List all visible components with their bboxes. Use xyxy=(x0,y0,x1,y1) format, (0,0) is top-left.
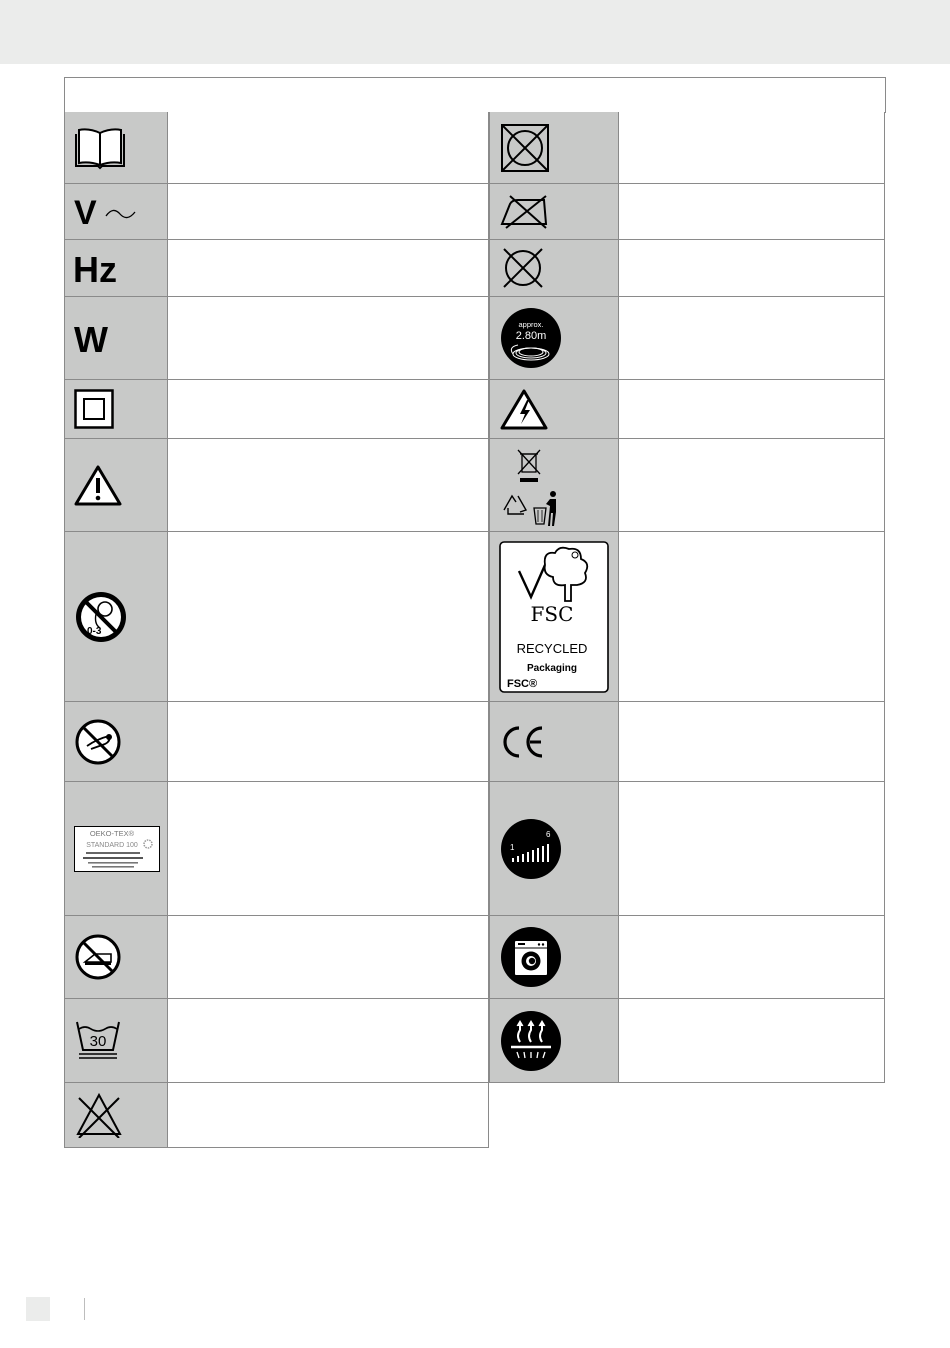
fsc-brand: FSC xyxy=(530,601,574,626)
icon-cell-cable-length xyxy=(489,297,619,380)
desc-cell-heating xyxy=(619,999,885,1083)
icon-cell-recycling xyxy=(489,439,619,532)
desc-cell-wash-30 xyxy=(168,999,489,1083)
desc-cell-electric xyxy=(619,380,885,439)
footer-divider xyxy=(84,1298,85,1320)
wash-temperature: 30 xyxy=(89,1032,107,1050)
desc-cell-hertz xyxy=(168,240,489,297)
icon-cell-children xyxy=(64,532,168,702)
icon-cell-hertz xyxy=(64,240,168,297)
desc-cell-watt xyxy=(168,297,489,380)
oeko-tex-label-icon xyxy=(74,826,160,872)
icon-cell-ce xyxy=(489,702,619,782)
desc-cell-no-folding xyxy=(168,916,489,999)
page-marker-box xyxy=(26,1297,50,1321)
desc-cell-no-tumble-dry xyxy=(619,112,885,184)
heating-icon xyxy=(500,1010,562,1072)
oeko-tex-title: OEKO-TEX® xyxy=(89,828,135,838)
icon-cell-electric xyxy=(489,380,619,439)
do-not-iron-icon xyxy=(500,194,552,230)
hertz-label: Hz xyxy=(73,249,117,288)
icon-cell-fsc xyxy=(489,532,619,702)
desc-cell-volt xyxy=(168,184,489,240)
desc-cell-cable-length xyxy=(619,297,885,380)
heat-levels-icon xyxy=(500,818,562,880)
icon-cell-oeko-tex xyxy=(64,782,168,916)
machine-washable-icon xyxy=(500,926,562,988)
cable-approx-label: approx. xyxy=(518,320,544,329)
desc-cell-children xyxy=(168,532,489,702)
icon-cell-no-tumble-dry xyxy=(489,112,619,184)
watt-label: W xyxy=(74,319,108,358)
no-folding-icon xyxy=(75,934,121,980)
fsc-recycled-label: RECYCLED xyxy=(516,640,588,656)
top-band xyxy=(0,0,950,64)
children-age-label: 0-3 xyxy=(87,625,102,637)
electric-shock-warning-icon xyxy=(500,388,548,430)
cable-length-icon xyxy=(500,307,562,369)
desc-cell-warning xyxy=(168,439,489,532)
cable-length-value: 2.80m xyxy=(515,330,547,342)
heat-level-max: 6 xyxy=(546,829,551,839)
volt-label: V xyxy=(74,193,97,230)
no-safety-pin-icon xyxy=(75,719,121,765)
icon-cell-no-dry-clean xyxy=(489,240,619,297)
fsc-packaging-label: Packaging xyxy=(526,662,578,674)
fsc-footer-label: FSC® xyxy=(507,677,538,690)
desc-cell-ce xyxy=(619,702,885,782)
manual-book-icon xyxy=(74,126,126,170)
desc-cell-class-ii xyxy=(168,380,489,439)
desc-cell-no-iron xyxy=(619,184,885,240)
desc-cell-no-dry-clean xyxy=(619,240,885,297)
icon-cell-heating xyxy=(489,999,619,1083)
not-for-children-0-3-icon xyxy=(74,590,128,644)
tidyman-bin-icon xyxy=(534,491,556,526)
heat-level-min: 1 xyxy=(510,842,515,852)
icon-cell-no-bleach xyxy=(64,1083,168,1148)
protection-class-ii-icon xyxy=(74,389,114,429)
icon-cell-wash-30 xyxy=(64,999,168,1083)
recycling-disposal-icon xyxy=(498,442,564,528)
desc-cell-heat-levels xyxy=(619,782,885,916)
desc-cell-manual xyxy=(168,112,489,184)
fsc-recycled-icon xyxy=(499,541,609,693)
desc-cell-fsc xyxy=(619,532,885,702)
desc-cell-oeko-tex xyxy=(168,782,489,916)
do-not-bleach-icon xyxy=(75,1092,123,1138)
icon-cell-warning xyxy=(64,439,168,532)
icon-cell-machine-wash xyxy=(489,916,619,999)
hertz-icon xyxy=(73,248,133,288)
icon-cell-manual xyxy=(64,112,168,184)
crossed-bin-icon xyxy=(518,450,540,482)
desc-cell-recycling xyxy=(619,439,885,532)
table-header xyxy=(64,77,886,113)
icon-cell-watt xyxy=(64,297,168,380)
volt-ac-icon xyxy=(74,194,146,230)
oeko-tex-standard: STANDARD 100 xyxy=(86,841,138,849)
icon-cell-volt xyxy=(64,184,168,240)
do-not-dry-clean-icon xyxy=(500,246,546,290)
icon-cell-class-ii xyxy=(64,380,168,439)
do-not-tumble-dry-icon xyxy=(500,123,550,173)
warning-triangle-icon xyxy=(74,464,122,506)
icon-cell-no-folding xyxy=(64,916,168,999)
icon-cell-safety-pin xyxy=(64,702,168,782)
desc-cell-machine-wash xyxy=(619,916,885,999)
wash-30-icon xyxy=(75,1020,121,1062)
recycle-arrows-icon xyxy=(504,496,526,514)
watt-icon xyxy=(74,318,124,358)
icon-cell-heat-levels xyxy=(489,782,619,916)
desc-cell-safety-pin xyxy=(168,702,489,782)
icon-cell-no-iron xyxy=(489,184,619,240)
ce-mark-icon xyxy=(500,725,546,759)
desc-cell-no-bleach xyxy=(168,1083,489,1148)
